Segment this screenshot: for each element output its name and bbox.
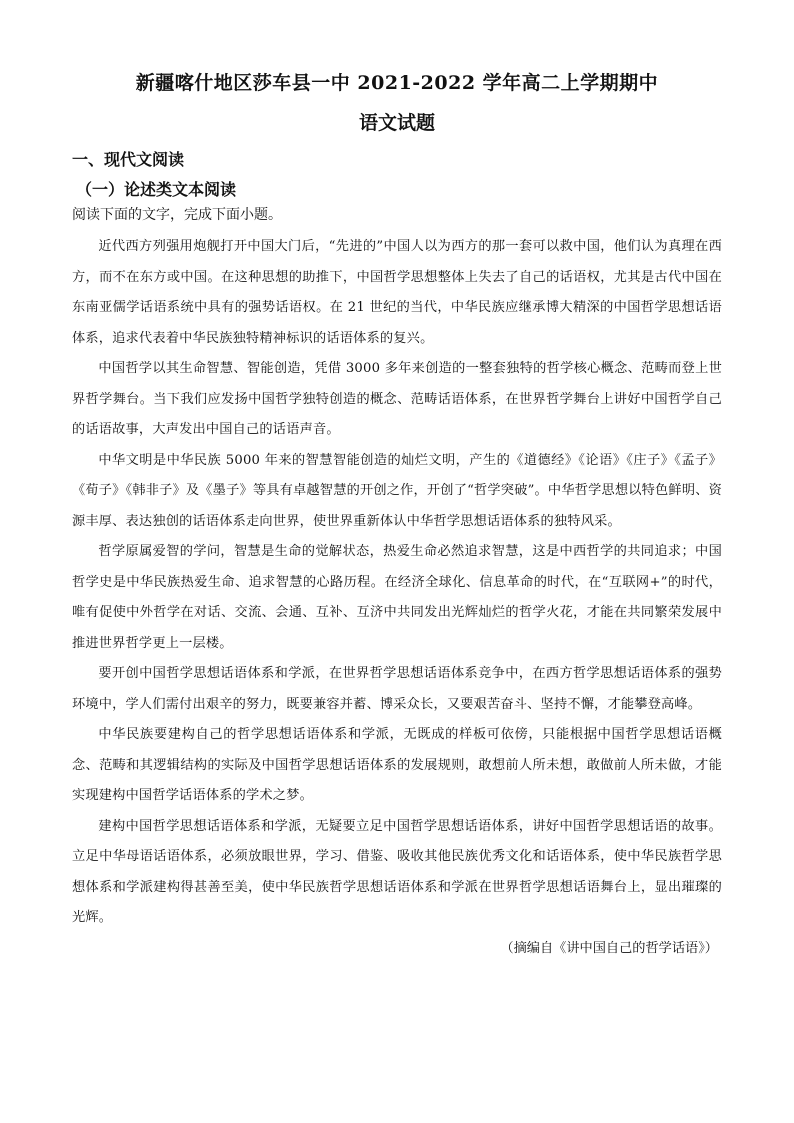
passage-source: （摘编自《讲中国自己的哲学话语》） bbox=[500, 940, 718, 956]
passage-paragraph-2: 中国哲学以其生命智慧、智能创造，凭借 3000 多年来创造的一整套独特的哲学核心概念、范畴而登上世界哲学舞台。当下我们应发扬中国哲学独特创造的概念、范畴话语体系，在世界哲学舞台上讲好中国哲学自己的话语故事，大声发出中国自己的话语声音。 bbox=[72, 361, 722, 437]
passage-body bbox=[72, 232, 722, 964]
section-heading: 一、现代文阅读 bbox=[72, 150, 185, 169]
passage-paragraph-5: 要开创中国哲学思想话语体系和学派，在世界哲学思想话语体系竞争中，在西方哲学思想话语体系的强势环境中，学人们需付出艰辛的努力，既要兼容并蓄、博采众长，又要艰苦奋斗、坚持不懈，才能攀登高峰。 bbox=[72, 666, 722, 712]
exam-subtitle: 语文试题 bbox=[358, 112, 435, 134]
passage-paragraph-4: 哲学原属爱智的学问，智慧是生命的觉解状态，热爱生命必然追求智慧，这是中西哲学的共同追求；中国哲学史是中华民族热爱生命、追求智慧的心路历程。在经济全球化、信息革命的时代，在“互联网+”的时代，唯有促使中外哲学在对话、交流、会通、互补、互济中共同发出光辉灿烂的哲学火花，才能在共同繁荣发展中推进世界哲学更上一层楼。 bbox=[72, 544, 722, 651]
exam-title: 新疆喀什地区莎车县一中 2021-2022 学年高二上学期期中 bbox=[135, 72, 659, 94]
reading-instruction: 阅读下面的文字，完成下面小题。 bbox=[72, 207, 282, 223]
passage-paragraph-1: 近代西方列强用炮舰打开中国大门后，“先进的”中国人以为西方的那一套可以救中国，他们认为真理在西方，而不在东方或中国。在这种思想的助推下，中国哲学思想整体上失去了自己的话语权，尤其是古代中国在东南亚儒学话语系统中具有的强势话语权。在 21 世纪的当代，中华民族应继承博大精深的中国哲学思想话语体系，追求代表着中华民族独特精神标识的话语体系的复兴。 bbox=[72, 239, 722, 346]
passage-paragraph-3: 中华文明是中华民族 5000 年来的智慧智能创造的灿烂文明，产生的《道德经》《论语》《庄子》《孟子》《荀子》《韩非子》及《墨子》等具有卓越智慧的开创之作，开创了“哲学突破”。中华哲学思想以特色鲜明、资源丰厚、表达独创的话语体系走向世界，使世界重新体认中华哲学思想话语体系的独特风采。 bbox=[72, 452, 722, 529]
subsection-heading: （一）论述类文本阅读 bbox=[76, 180, 237, 199]
passage-paragraph-7: 建构中国哲学思想话语体系和学派，无疑要立足中国哲学思想话语体系，讲好中国哲学思想话语的故事。立足中华母语话语体系，必须放眼世界，学习、借鉴、吸收其他民族优秀文化和话语体系，使中华民族哲学思想体系和学派建构得甚善至美，使中华民族哲学思想话语体系和学派在世界哲学思想话语舞台上，显出璀璨的光辉。 bbox=[72, 818, 722, 925]
passage-paragraph-6: 中华民族要建构自己的哲学思想话语体系和学派，无既成的样板可依傍，只能根据中国哲学思想话语概念、范畴和其逻辑结构的实际及中国哲学思想话语体系的发展规则，敢想前人所未想，敢做前人所未做，才能实现建构中国哲学话语体系的学术之梦。 bbox=[72, 727, 722, 803]
